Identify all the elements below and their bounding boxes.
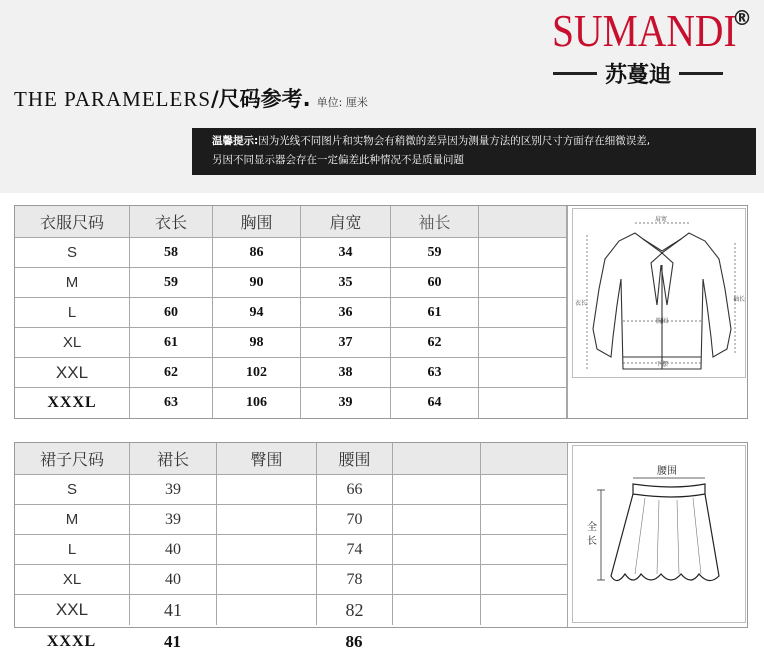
brand-name: SUMANDI xyxy=(552,5,737,56)
table-row xyxy=(15,298,567,328)
notice-label: 温馨提示: xyxy=(212,135,259,147)
length-cell: 59 xyxy=(130,268,213,298)
header-hip: 臀围 xyxy=(217,443,317,475)
waist-cell: 70 xyxy=(317,505,393,535)
size-cell: S xyxy=(15,238,130,268)
page-title xyxy=(14,83,368,113)
table-row xyxy=(15,565,569,595)
brand-rule-left xyxy=(553,72,597,75)
length-cell: 62 xyxy=(130,358,213,388)
size-cell: L xyxy=(15,535,130,565)
hip-cell xyxy=(217,475,317,505)
hip-cell xyxy=(216,628,316,656)
waist-cell: 78 xyxy=(317,565,393,595)
diagram-label-shoulder: 肩宽 xyxy=(655,216,668,223)
sleeve-cell: 62 xyxy=(391,328,479,358)
table-row xyxy=(14,628,748,656)
size-cell: L xyxy=(15,298,130,328)
waist-cell: 82 xyxy=(317,595,393,625)
header-length: 衣长 xyxy=(130,206,213,238)
top-size-table xyxy=(14,205,748,419)
table-row xyxy=(15,388,567,418)
length-cell: 39 xyxy=(130,475,217,505)
skirt-illustration xyxy=(573,446,747,624)
length-cell: 41 xyxy=(130,595,217,625)
hip-cell xyxy=(217,595,317,625)
chest-cell: 94 xyxy=(213,298,301,328)
length-cell: 60 xyxy=(130,298,213,328)
chest-cell: 98 xyxy=(213,328,301,358)
diagram-label-waist: 腰围 xyxy=(657,466,677,477)
notice-line-1: 因为光线不同图片和实物会有稍微的差异因为测量方法的区别尺寸方面存在细微误差, xyxy=(258,135,651,147)
sleeve-cell: 59 xyxy=(391,238,479,268)
shoulder-cell: 35 xyxy=(301,268,391,298)
table-header-row xyxy=(15,206,567,238)
brand-logo xyxy=(538,5,752,89)
waist-cell: 66 xyxy=(317,475,393,505)
title-english: THE PARAMELERS xyxy=(14,87,212,111)
header-chest: 胸围 xyxy=(213,206,301,238)
length-cell: 40 xyxy=(130,565,217,595)
skirt-size-table xyxy=(14,442,748,628)
length-cell: 40 xyxy=(130,535,217,565)
shoulder-cell: 38 xyxy=(301,358,391,388)
unit-label: 单位: 厘米 xyxy=(316,96,368,109)
length-cell: 41 xyxy=(164,632,181,651)
table-row xyxy=(15,268,567,298)
diagram-label-length-top: 全 xyxy=(587,522,597,533)
chest-cell: 86 xyxy=(213,238,301,268)
waist-cell: 74 xyxy=(317,535,393,565)
sleeve-cell: 64 xyxy=(391,388,479,418)
length-cell: 63 xyxy=(130,388,213,418)
table-row xyxy=(15,595,569,625)
header-shoulder: 肩宽 xyxy=(301,206,391,238)
waist-cell: 86 xyxy=(345,632,363,651)
skirt-diagram xyxy=(567,443,747,627)
length-cell: 61 xyxy=(130,328,213,358)
diagram-label-length: 衣长 xyxy=(575,300,588,307)
title-chinese: /尺码参考. xyxy=(211,87,311,111)
registered-mark: ® xyxy=(732,6,752,30)
hip-cell xyxy=(217,505,317,535)
sleeve-cell: 63 xyxy=(391,358,479,388)
sleeve-cell: 61 xyxy=(391,298,479,328)
header-waist: 腰围 xyxy=(317,443,393,475)
table-row xyxy=(15,535,569,565)
notice-box xyxy=(192,128,756,175)
diagram-label-sleeve: 袖长 xyxy=(733,296,746,303)
shoulder-cell: 39 xyxy=(301,388,391,418)
header-empty xyxy=(479,206,567,238)
size-cell: XXL xyxy=(15,358,130,388)
brand-rule-right xyxy=(679,72,723,75)
notice-line-2: 另因不同显示器会存在一定偏差此种情况不是质量问题 xyxy=(212,154,464,166)
size-cell: XXL xyxy=(15,595,130,625)
header-size: 衣服尺码 xyxy=(15,206,130,238)
header-length: 裙长 xyxy=(130,443,217,475)
size-cell: M xyxy=(15,268,130,298)
length-cell: 58 xyxy=(130,238,213,268)
chest-cell: 106 xyxy=(213,388,301,418)
sleeve-cell: 60 xyxy=(391,268,479,298)
shirt-diagram xyxy=(567,206,747,418)
hip-cell xyxy=(217,565,317,595)
diagram-label-chest: 胸围 xyxy=(656,318,669,325)
size-cell: XXXL xyxy=(46,633,97,650)
table-row xyxy=(15,475,569,505)
diagram-label-length-bottom: 长 xyxy=(587,536,597,547)
table-row xyxy=(15,328,567,358)
size-cell: M xyxy=(15,505,130,535)
size-cell: XL xyxy=(15,328,130,358)
header-sleeve: 袖长 xyxy=(391,206,479,238)
size-cell: XL xyxy=(15,565,130,595)
table-row xyxy=(15,238,567,268)
table-header-row xyxy=(15,443,569,475)
length-cell: 39 xyxy=(130,505,217,535)
chest-cell: 90 xyxy=(213,268,301,298)
size-cell: S xyxy=(15,475,130,505)
size-cell: XXXL xyxy=(15,388,130,418)
shoulder-cell: 34 xyxy=(301,238,391,268)
shoulder-cell: 37 xyxy=(301,328,391,358)
shoulder-cell: 36 xyxy=(301,298,391,328)
table-row xyxy=(15,505,569,535)
diagram-label-hem: 下摆 xyxy=(656,361,669,368)
table-row xyxy=(15,358,567,388)
hip-cell xyxy=(217,535,317,565)
brand-chinese-name: 苏蔓迪 xyxy=(604,62,671,88)
shirt-illustration xyxy=(573,209,747,379)
header-size: 裙子尺码 xyxy=(15,443,130,475)
chest-cell: 102 xyxy=(213,358,301,388)
